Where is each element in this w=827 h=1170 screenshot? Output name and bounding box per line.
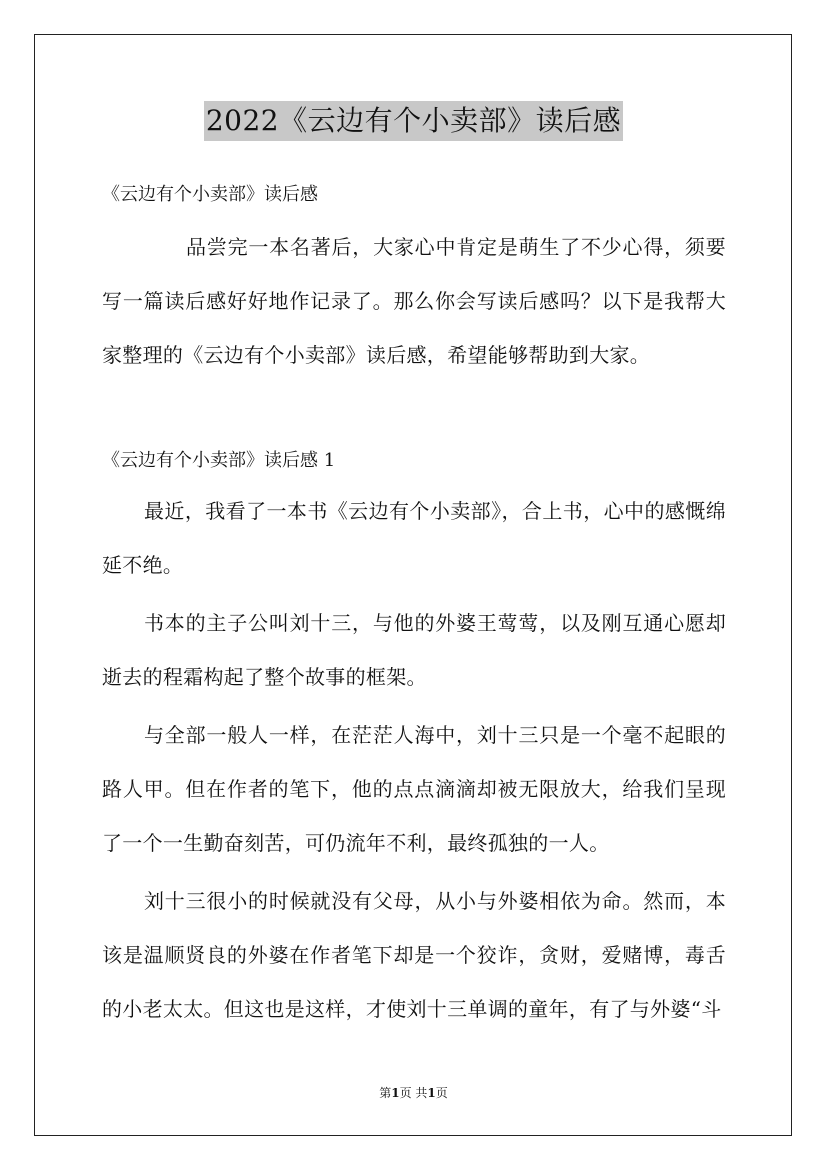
document-body xyxy=(102,172,726,1040)
document-subtitle: 《云边有个小卖部》读后感 xyxy=(102,184,318,205)
footer-page-number: 1 xyxy=(391,1086,400,1100)
title-wrapper xyxy=(0,101,827,141)
section-body xyxy=(102,484,726,1036)
footer-total-pages: 1 xyxy=(427,1086,436,1100)
body-paragraph: 刘十三很小的时候就没有父母，从小与外婆相依为命。然而，本该是温顺贤良的外婆在作者笔下却是一个狡诈，贪财，爱赌博，毒舌的小老太太。但这也是这样，才使刘十三单调的童年，有了与外婆“斗 xyxy=(102,889,726,1021)
section-title: 《云边有个小卖部》读后感 1 xyxy=(102,450,336,471)
body-paragraph: 最近，我看了一本书《云边有个小卖部》，合上书，心中的感慨绵延不绝。 xyxy=(102,499,726,577)
footer-middle: 页 共 xyxy=(399,1086,428,1100)
document-title: 2022《云边有个小卖部》读后感 xyxy=(204,101,623,141)
footer-suffix: 页 xyxy=(435,1086,448,1100)
intro-paragraph: 品尝完一本名著后，大家心中肯定是萌生了不少心得，须要写一篇读后感好好地作记录了。那么你会写读后感吗？以下是我帮大家整理的《云边有个小卖部》读后感，希望能够帮助到大家。 xyxy=(102,235,726,367)
page-footer xyxy=(0,1084,827,1101)
body-paragraph: 与全部一般人一样，在茫茫人海中，刘十三只是一个毫不起眼的路人甲。但在作者的笔下，他的点点滴滴却被无限放大，给我们呈现了一个一生勤奋刻苦，可仍流年不利，最终孤独的一人。 xyxy=(102,723,726,855)
footer-prefix: 第 xyxy=(379,1086,392,1100)
body-paragraph: 书本的主子公叫刘十三，与他的外婆王莺莺，以及刚互通心愿却逝去的程霜构起了整个故事的框架。 xyxy=(102,611,726,689)
